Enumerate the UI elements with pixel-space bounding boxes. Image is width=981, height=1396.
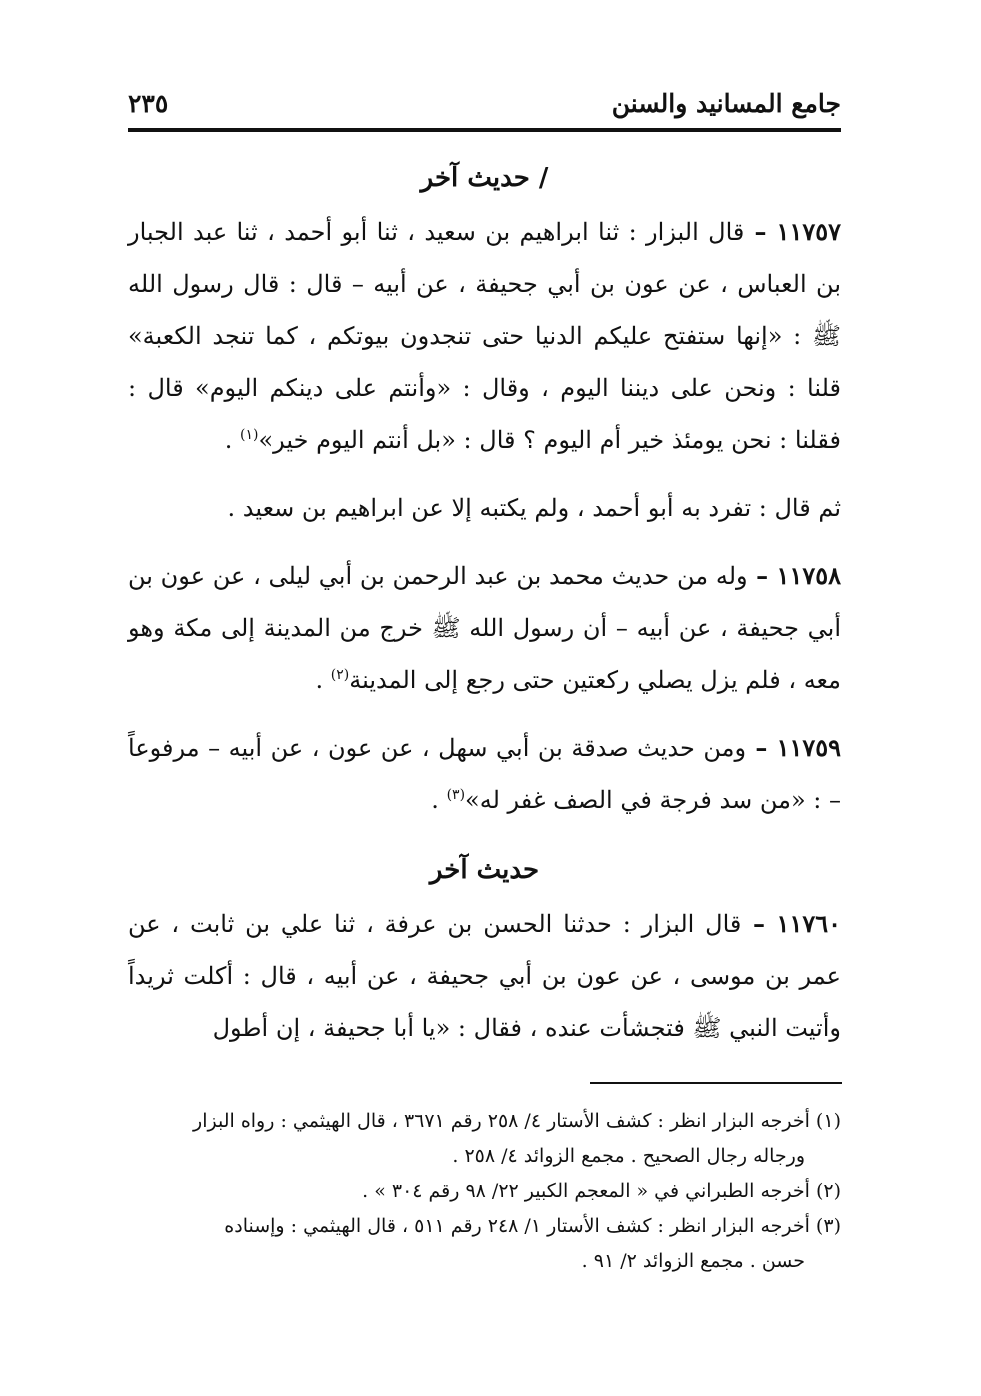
hadith-text: قال البزار : ثنا ابراهيم بن سعيد ، ثنا أبو أحمد ، ثنا عبد الجبار بن العباس ، عن عون بن أبي جحيفة ، عن أبيه – قال : قال رسول الله ﷺ : «إنها ستفتح عليكم الدنيا حتى تنجدون بيوتكم ، كما تنجد الكعبة» قلنا : ونحن على ديننا اليوم ، وقال : «وأنتم على دينكم اليوم» قال : فقلنا : نحن يومئذ خير أم اليوم ؟ قال : «بل أنتم اليوم خير» xyxy=(128,218,841,454)
footnote-3: (٣) أخرجه البزار انظر : كشف الأستار ١/ ٢٤٨ رقم ٥١١ ، قال الهيثمي : وإسناده xyxy=(224,1215,841,1237)
commentary-paragraph xyxy=(128,482,841,534)
hadith-paragraph xyxy=(128,550,841,706)
hadith-paragraph xyxy=(128,722,841,826)
hadith-text: ومن حديث صدقة بن أبي سهل ، عن عون ، عن أبيه – مرفوعاً – : «من سد فرجة في الصف غفر له» xyxy=(128,734,841,814)
page-number: ٢٣٥ xyxy=(128,88,169,118)
commentary-text: ثم قال : تفرد به أبو أحمد ، ولم يكتبه إلا عن ابراهيم بن سعيد . xyxy=(227,494,841,522)
hadith-text: قال البزار : حدثنا الحسن بن عرفة ، ثنا علي بن ثابت ، عن عمر بن موسى ، عن عون بن أبي جحيفة ، عن أبيه ، قال : أكلت ثريداً وأتيت النبي ﷺ فتجشأت عنده ، فقال : «يا أبا جحيفة ، إن أطول xyxy=(128,910,841,1042)
footnote-1: (١) أخرجه البزار انظر : كشف الأستار ٤/ ٢٥٨ رقم ٣٦٧١ ، قال الهيثمي : رواه البزار xyxy=(193,1110,841,1132)
page-header xyxy=(128,78,841,132)
section-heading: حديث آخر xyxy=(429,855,540,885)
main-text xyxy=(128,150,841,1070)
footnote-3-continuation: حسن . مجمع الزوائد ٢/ ٩١ . xyxy=(581,1250,805,1272)
hadith-paragraph xyxy=(128,206,841,466)
paragraph-end: . xyxy=(224,426,240,454)
book-title: جامع المسانيد والسنن xyxy=(611,88,841,118)
footnote-2: (٢) أخرجه الطبراني في « المعجم الكبير ٢٢/ ٩٨ رقم ٣٠٤ » . xyxy=(362,1180,841,1202)
footnote-marker: (٣) xyxy=(446,787,466,803)
footnote-separator xyxy=(590,1082,842,1084)
footnote-1-continuation: ورجاله رجال الصحيح . مجمع الزوائد ٤/ ٢٥٨ . xyxy=(452,1145,805,1167)
hadith-number: ١١٧٥٧ – xyxy=(744,217,841,246)
footnote-marker: (٢) xyxy=(330,667,350,683)
footnotes xyxy=(128,1104,841,1279)
paragraph-end: . xyxy=(315,666,331,694)
paragraph-end: . xyxy=(431,786,447,814)
hadith-number: ١١٧٥٨ – xyxy=(747,561,841,590)
hadith-text: وله من حديث محمد بن عبد الرحمن بن أبي ليلى ، عن عون بن أبي جحيفة ، عن أبيه – أن رسول الله ﷺ خرج من المدينة إلى مكة وهو معه ، فلم يزل يصلي ركعتين حتى رجع إلى المدينة xyxy=(128,562,842,694)
hadith-paragraph xyxy=(128,898,841,1054)
footnote-marker: (١) xyxy=(239,427,259,443)
hadith-number: ١١٧٦٠ – xyxy=(741,909,841,938)
hadith-number: ١١٧٥٩ – xyxy=(746,733,842,762)
section-heading: / حديث آخر xyxy=(420,163,549,193)
